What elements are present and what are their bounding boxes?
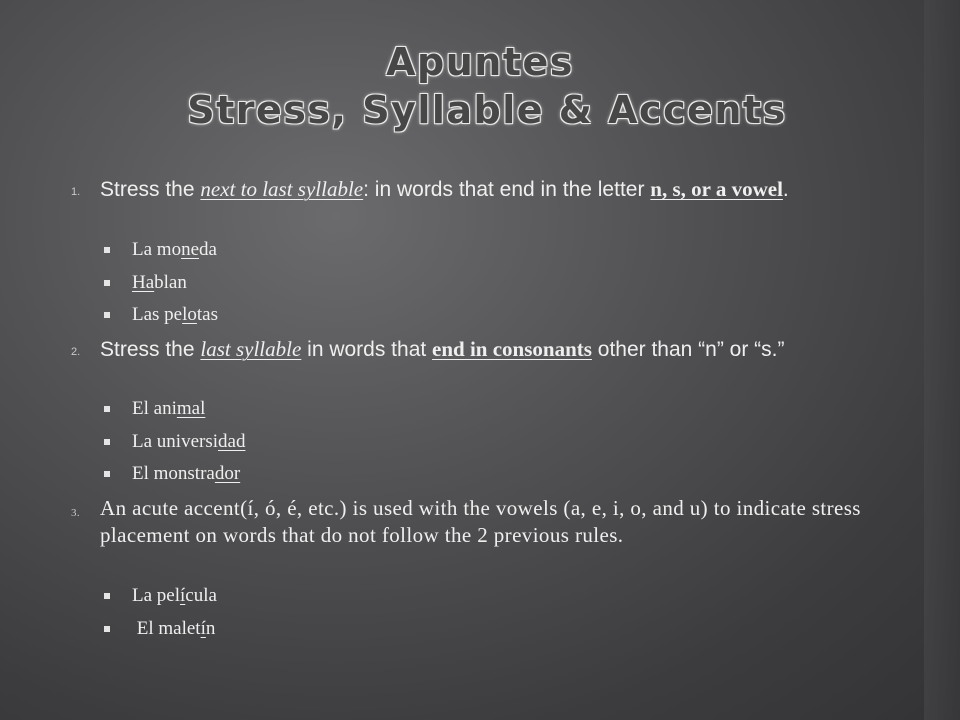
stressed-syllable: ne: [181, 239, 200, 260]
stressed-syllable: mal: [176, 398, 206, 419]
example-word: El animal: [132, 396, 205, 422]
example-word: La universidad: [132, 429, 245, 455]
stressed-syllable: lo: [182, 304, 197, 325]
rule-emphasis: last syllable: [200, 337, 302, 361]
rule-text-pre: Stress the: [100, 178, 201, 201]
rule-number: 1.: [71, 186, 81, 198]
rule-text-mid: : in words that end in the letter: [363, 178, 651, 201]
rule-3: [71, 495, 880, 549]
example-word: La película: [132, 583, 217, 609]
example-word: Las pelotas: [132, 302, 218, 328]
rule-text: An acute accent(í, ó, é, etc.) is used with the vowels (a, e, i, o, and u) to indicate stress placement on words that do not follow the 2 previous rules.: [100, 496, 861, 547]
rule-2: [71, 336, 920, 363]
square-bullet-icon: [104, 280, 110, 286]
title-line-apuntes: Apuntes: [386, 40, 574, 84]
rule-key-letters: n, s, or a vowel: [650, 177, 783, 201]
square-bullet-icon: [104, 626, 110, 632]
stressed-syllable: dad: [218, 431, 246, 452]
square-bullet-icon: [104, 247, 110, 253]
rule-text-pre: Stress the: [100, 338, 201, 361]
rule-emphasis: next to last syllable: [200, 177, 364, 201]
example-word: El monstrador: [132, 461, 240, 487]
rule-key-letters: end in consonants: [432, 337, 592, 361]
square-bullet-icon: [104, 593, 110, 599]
rule-number: 2.: [71, 346, 81, 358]
square-bullet-icon: [104, 406, 110, 412]
square-bullet-icon: [104, 439, 110, 445]
rule-text-post: other than “n” or “s.”: [591, 338, 785, 361]
slide-title: [0, 38, 960, 134]
example-word: La moneda: [132, 237, 217, 263]
example-word: Hablan: [132, 270, 187, 296]
rule-text-mid: in words that: [301, 338, 433, 361]
square-bullet-icon: [104, 312, 110, 318]
stressed-syllable: dor: [214, 463, 241, 484]
title-line-topic: Stress, Syllable & Accents: [187, 88, 787, 132]
square-bullet-icon: [104, 471, 110, 477]
rule-text-post: .: [782, 178, 789, 201]
example-word: El maletín: [132, 616, 215, 642]
stressed-syllable: Ha: [132, 272, 155, 293]
rule-number: 3.: [71, 507, 81, 519]
stressed-syllable: í: [200, 618, 206, 639]
rule-1: [71, 176, 880, 203]
stressed-syllable: í: [180, 585, 186, 606]
